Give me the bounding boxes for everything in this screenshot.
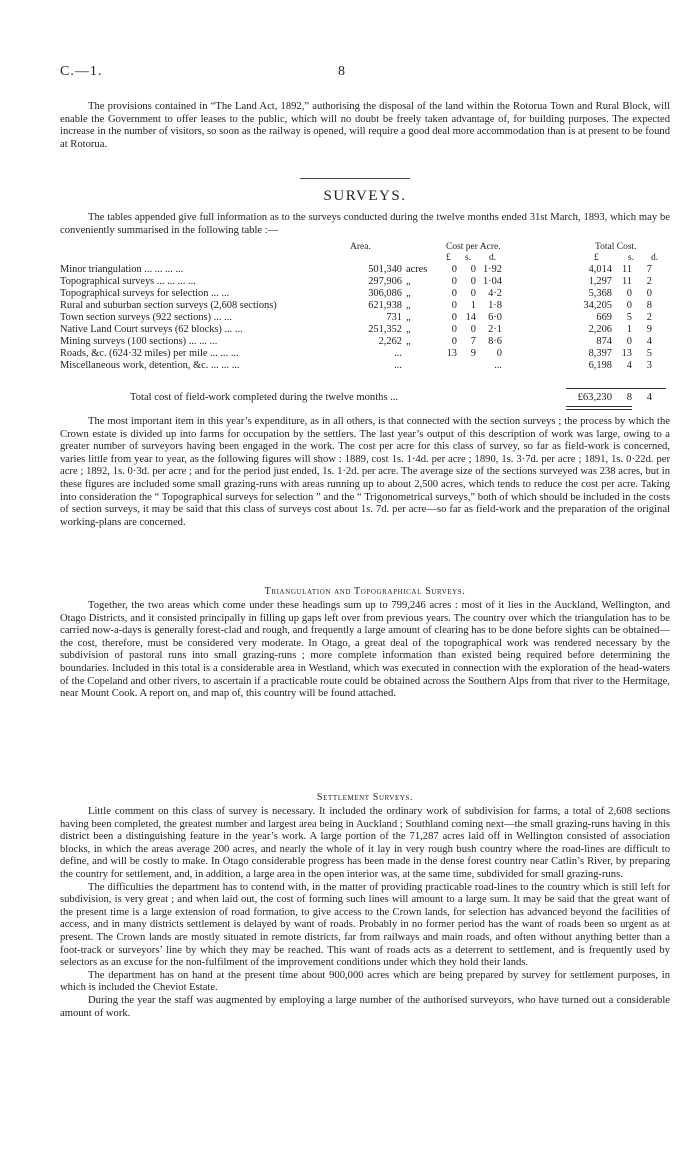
total-label: Total cost of field-work completed during the twelve months ...	[130, 392, 399, 403]
cost-shillings: 9	[470, 348, 476, 359]
row-label: Topographical surveys for selection ... ...	[60, 288, 230, 299]
row-label: Roads, &c. (624·32 miles) per mile ... ... ...	[60, 348, 239, 359]
total-pence: 0	[646, 288, 652, 299]
grand-total-shillings: 8	[626, 392, 632, 403]
cost-shillings: 0	[470, 288, 476, 299]
total-pounds: 4,014	[588, 264, 612, 275]
cost-shillings: 0	[470, 324, 476, 335]
total-pence: 2	[646, 312, 652, 323]
row-unit: „	[406, 312, 411, 323]
grand-total-pounds: £63,230	[577, 392, 612, 403]
total-shillings: 5	[626, 312, 632, 323]
cost-pence: 2·1	[488, 324, 502, 335]
table-row	[60, 312, 680, 323]
unit-shillings: s.	[465, 253, 472, 263]
total-pence: 9	[646, 324, 652, 335]
table-row	[60, 360, 680, 371]
total-pounds: 8,397	[588, 348, 612, 359]
total-rule	[566, 388, 666, 389]
table-intro-block	[60, 212, 670, 237]
total-pence: 3	[646, 360, 652, 371]
row-unit: „	[406, 276, 411, 287]
total-double-rule	[566, 409, 632, 410]
triangulation-paragraph-block	[60, 600, 670, 701]
total-pounds: 1,297	[588, 276, 612, 287]
cost-pence: 4·2	[488, 288, 502, 299]
settlement-paragraph: During the year the staff was augmented by employing a large number of the authorised surveyors, who have turned out a considerable amount of work.	[60, 994, 670, 1019]
cost-shillings: 0	[470, 264, 476, 275]
total-pence: 7	[646, 264, 652, 275]
cost-pounds: 0	[451, 312, 457, 323]
intro-paragraph: The provisions contained in “The Land Act, 1892,” authorising the disposal of the land within the Rotorua Town and Rural Block, will enable the Government to offer leases to the public, which will no doubt be freely taken advantage of, for building purposes. The expected increase in the number of visitors, so soon as the railway is opened, will require a good deal more accommodation than is at present to be found at Rotorua.	[60, 101, 670, 150]
triangulation-paragraph: Together, the two areas which come under these headings sum up to 799,246 acres : most of it lies in the Auckland, Wellington, and Otago Districts, and it consisted principally in filling up gaps left over from previous years. The country over which the triangulation has to be carried now-a-days is generally forest-clad and rough, and frequently a large amount of clearing has to be done before sights can be obtained—the cost, therefore, must be considered very moderate. In Otago, a great deal of the topographical work was rendered necessary by the subdivision of pastoral runs into small grazing-runs ; more complete information than existed being required before determining the boundaries. Included in this total is a considerable area in Westland, which was executed in connection with the exploration of the head-waters of the Copeland and other rivers, to ascertain if a practicable route could be obtained across the Southern Alps from that river to the Hermitage, near Mount Cook. A report on, and map of, this country will be found attached.	[60, 600, 670, 700]
cost-pounds: 13	[446, 348, 457, 359]
column-header-total-cost: Total Cost.	[595, 242, 637, 252]
cost-pence: 6·0	[488, 312, 502, 323]
row-label: Native Land Court surveys (62 blocks) ... ...	[60, 324, 243, 335]
total-row	[60, 392, 680, 404]
total-pence: 8	[646, 300, 652, 311]
cost-pounds: 0	[451, 336, 457, 347]
table-intro: The tables appended give full information as to the surveys conducted during the twelve months ended 31st March, 1893, which may be conveniently summarised in the following table :—	[60, 212, 670, 236]
table-row	[60, 348, 680, 359]
cost-pounds: 0	[451, 264, 457, 275]
table-row	[60, 336, 680, 347]
subheading-triangulation: Triangulation and Topographical Surveys.	[264, 586, 466, 597]
settlement-paragraph: Little comment on this class of survey is necessary. It included the ordinary work of subdivision for farms, a total of 2,608 sections having been completed, the greatest number and largest area being in Auckland ; Southland coming next—the small grazing-runs having in this district been a distinguishing feature in the year’s work. A large portion of the 71,287 acres laid off in Wellington consisted of association blocks, in which the areas average 200 acres, and nearly the whole of it lay in very rough bush country where the road-lines are difficult to define, and will be costly to make. In Otago considerable progress has been made in the dense forest country near Catlin’s River, by preparing the country for settlement, and, in addition, a large area in the open interior was, at the same time, subdivided for small grazing-runs.	[60, 806, 670, 880]
cost-pounds: 0	[451, 288, 457, 299]
section-title: SURVEYS.	[323, 188, 407, 204]
table-row	[60, 288, 680, 299]
table-row	[60, 276, 680, 287]
cost-pence: 0	[496, 348, 502, 359]
cost-pounds: 0	[451, 324, 457, 335]
total-shillings: 0	[626, 288, 632, 299]
total-double-rule	[566, 406, 632, 407]
row-unit: „	[406, 336, 411, 347]
unit-pence: d.	[651, 253, 659, 263]
total-pence: 5	[646, 348, 652, 359]
unit-pounds: £	[446, 253, 451, 263]
unit-pence: d.	[489, 253, 497, 263]
total-pounds: 34,205	[583, 300, 612, 311]
grand-total-pence: 4	[646, 392, 652, 403]
row-area: 297,906	[368, 276, 402, 287]
cost-pence: 8·6	[488, 336, 502, 347]
cost-pence: 1·8	[488, 300, 502, 311]
main-paragraph-block	[60, 416, 670, 529]
total-shillings: 4	[626, 360, 632, 371]
table-row	[60, 300, 680, 311]
page-header	[60, 66, 670, 84]
total-shillings: 0	[626, 336, 632, 347]
settlement-paragraph: The difficulties the department has to contend with, in the matter of providing practicable road-lines to the country which is still left for subdivision, is very great ; and when laid out, the cost of forming such lines will amount to a large sum. It may be said that the great want of the present time is a large extension of road formation, to give access to the Crown lands, for selection has advanced beyond the facilities of access, and in many districts settlement is delayed by want of roads. Probably in no former period has the want of roads been so urgent as at present. The Crown lands are mostly situated in remote districts, far from railways and main roads, and often without anything better than a foot-track or surveyors’ line by which they may be reached. This want of roads acts as a deterrent to settlement, and is frequently used by selectors as an excuse for the non-fulfilment of the improvement conditions under which they hold their lands.	[60, 881, 670, 969]
row-area: ...	[394, 348, 402, 359]
section-divider	[300, 178, 410, 179]
row-label: Rural and suburban section surveys (2,608 sections)	[60, 300, 277, 311]
total-pounds: 2,206	[588, 324, 612, 335]
total-shillings: 13	[621, 348, 632, 359]
total-pounds: 6,198	[588, 360, 612, 371]
settlement-paragraph: The department has on hand at the present time about 900,000 acres which are being prepared by survey for settlement purposes, in which is included the Cheviot Estate.	[60, 969, 670, 994]
row-label: Miscellaneous work, detention, &c. ... ... ...	[60, 360, 240, 371]
intro-paragraph-block	[60, 101, 670, 151]
cost-shillings: 0	[470, 276, 476, 287]
column-header-cost-per-acre: Cost per Acre.	[446, 242, 501, 252]
row-area: 501,340	[368, 264, 402, 275]
total-pounds: 874	[596, 336, 612, 347]
cost-pence: 1·92	[482, 264, 502, 275]
cost-shillings: 7	[470, 336, 476, 347]
row-area: 251,352	[368, 324, 402, 335]
total-shillings: 11	[621, 276, 632, 287]
main-paragraph: The most important item in this year’s expenditure, as in all others, is that connected with the section surveys ; the process by which the Crown estate is divided up into farms for occupation by the settlers. The last year’s output of this description of work was large, owing to a greater number of surveyors having been engaged in the work. The cost per acre for this class of survey, so far as field-work is concerned, varies little from year to year, as the following figures will show : 1889, cost 1s. 1·4d. per acre ; 1890, 1s. 3·7d. per acre ; 1891, 1s. 0·22d. per acre ; 1892, 1s. 0·3d. per acre ; and for the period just ended, 1s. 1·2d. per acre. The average size of the sections surveyed was 238 acres, but in these figures are included some small grazing-runs with areas running up to about 2,500 acres, which tends to reduce the cost per acre. Taking into consideration the “ Topographical surveys for selection ” and the “ Trigonometrical surveys,” both of which should be included in the costs of section surveys, it may be said that this class of surveys cost about 1s. 7d. per acre—so far as field-work and the preparation of the original working-plans are concerned.	[60, 416, 670, 528]
column-header-area: Area.	[350, 242, 371, 252]
row-area: 2,262	[378, 336, 402, 347]
row-area: 731	[386, 312, 402, 323]
row-unit: acres	[406, 264, 428, 275]
total-pounds: 669	[596, 312, 612, 323]
total-pence: 4	[646, 336, 652, 347]
table-row	[60, 264, 680, 275]
cost-pence: 1·04	[482, 276, 502, 287]
cost-pence: ...	[494, 360, 502, 371]
subheading-settlement: Settlement Surveys.	[316, 792, 414, 803]
row-label: Minor triangulation ... ... ... ...	[60, 264, 184, 275]
settlement-paragraphs-block	[60, 806, 670, 1020]
cost-shillings: 14	[465, 312, 476, 323]
row-unit: „	[406, 300, 411, 311]
row-label: Topographical surveys ... ... ... ...	[60, 276, 196, 287]
total-shillings: 1	[626, 324, 632, 335]
total-shillings: 11	[621, 264, 632, 275]
row-unit: „	[406, 324, 411, 335]
row-area: ...	[394, 360, 402, 371]
table-row	[60, 324, 680, 335]
row-area: 621,938	[368, 300, 402, 311]
row-area: 306,086	[368, 288, 402, 299]
total-shillings: 0	[626, 300, 632, 311]
cost-pounds: 0	[451, 300, 457, 311]
cost-shillings: 1	[470, 300, 476, 311]
document-reference: C.—1.	[60, 64, 103, 79]
unit-pounds: £	[594, 253, 599, 263]
total-pence: 2	[646, 276, 652, 287]
unit-shillings: s.	[628, 253, 635, 263]
row-label: Mining surveys (100 sections) ... ... ...	[60, 336, 218, 347]
page-number: 8	[338, 64, 345, 79]
cost-pounds: 0	[451, 276, 457, 287]
row-unit: „	[406, 288, 411, 299]
total-pounds: 5,368	[588, 288, 612, 299]
row-label: Town section surveys (922 sections) ... ...	[60, 312, 232, 323]
